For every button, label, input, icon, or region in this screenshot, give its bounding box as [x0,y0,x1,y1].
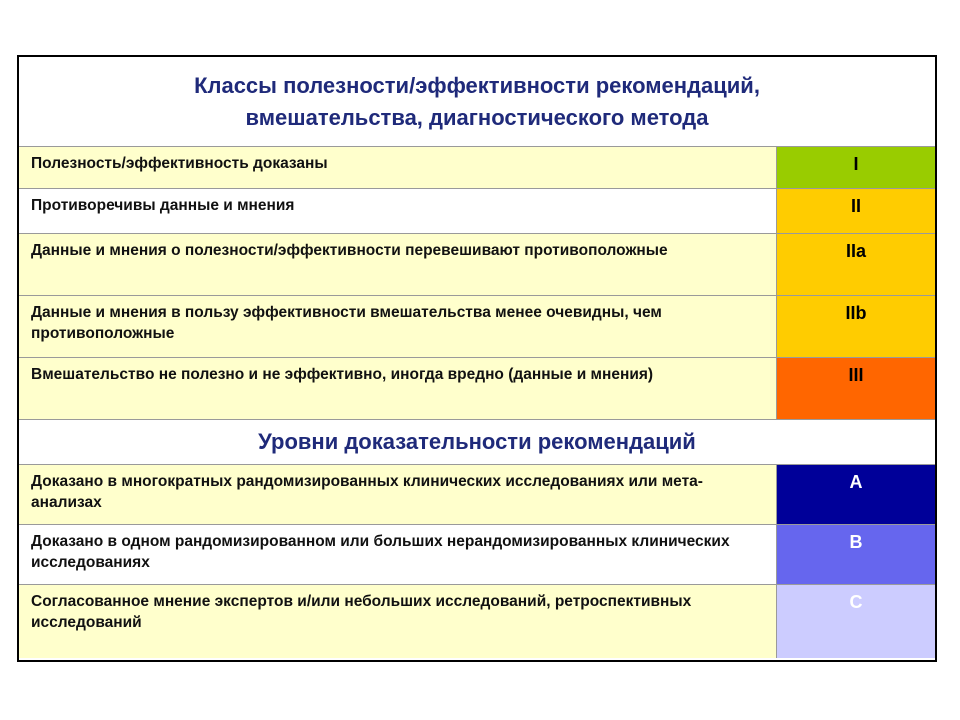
levels-title: Уровни доказательности рекомендаций [19,420,935,465]
classes-title-line1: Классы полезности/эффективности рекомендаций, [194,72,760,98]
class-code: IIb [777,296,935,357]
level-row-description: Доказано в одном рандомизированном или больших нерандомизированных клинических исследованиях [19,525,777,584]
level-row-B [19,525,935,585]
class-row-III [19,358,935,420]
class-row-I [19,147,935,189]
level-code: C [777,585,935,658]
classes-title [19,57,935,147]
class-code: III [777,358,935,419]
level-code: A [777,465,935,524]
class-row-IIa [19,234,935,296]
class-row-description: Противоречивы данные и мнения [19,189,777,233]
class-code: IIa [777,234,935,295]
class-row-IIb [19,296,935,358]
class-row-description: Вмешательство не полезно и не эффективно, иногда вредно (данные и мнения) [19,358,777,419]
class-row-II [19,189,935,234]
level-row-description: Доказано в многократных рандомизированных клинических исследованиях или мета-анализах [19,465,777,524]
level-row-C [19,585,935,658]
class-code: II [777,189,935,233]
class-code: I [777,147,935,188]
level-row-A [19,465,935,525]
evidence-table [17,55,937,662]
level-row-description: Согласованное мнение экспертов и/или небольших исследований, ретроспективных исследований [19,585,777,658]
level-code: B [777,525,935,584]
class-row-description: Полезность/эффективность доказаны [19,147,777,188]
classes-title-line2: вмешательства, диагностического метода [245,104,709,130]
class-row-description: Данные и мнения о полезности/эффективности перевешивают противоположные [19,234,777,295]
class-row-description: Данные и мнения в пользу эффективности вмешательства менее очевидны, чем противоположные [19,296,777,357]
